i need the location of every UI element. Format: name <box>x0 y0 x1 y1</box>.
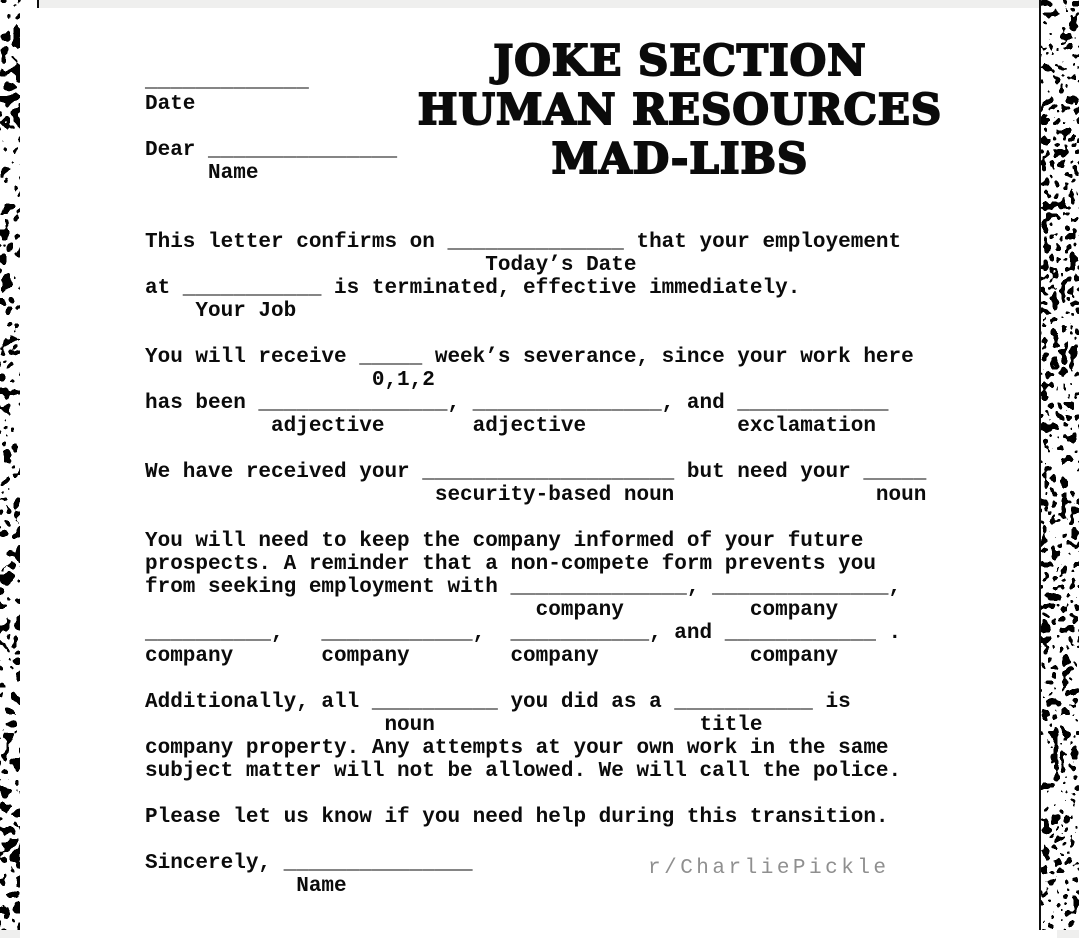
letter-line <box>145 323 926 346</box>
title-line-3: MAD-LIBS <box>551 134 809 183</box>
letter-line: security-based noun noun <box>145 484 927 507</box>
letter-line <box>145 507 926 530</box>
watermark-credit: r/CharliePickle <box>648 857 890 880</box>
letter-line: _____________ <box>145 70 309 93</box>
border-pattern-right <box>1039 0 1079 930</box>
letter-line: 0,1,2 <box>145 369 435 392</box>
letter-line: Name <box>145 875 347 898</box>
letter-line: company property. Any attempts at your own work in the same <box>145 737 889 760</box>
letter-line: Date <box>145 93 196 116</box>
letter-line: You will receive _____ week’s severance, since your work here <box>145 346 914 369</box>
letter-line <box>145 829 926 852</box>
letter-line <box>145 116 926 139</box>
letter-page <box>20 8 1057 938</box>
letter-line: at ___________ is terminated, effective immediately. <box>145 277 801 300</box>
letter-line: from seeking employment with ______________, ______________, <box>145 576 902 599</box>
letter-line: We have received your ____________________ but need your _____ <box>145 461 927 484</box>
letter-line <box>145 668 926 691</box>
letter-line: company company <box>145 599 839 622</box>
letter-line: Dear _______________ <box>145 139 398 162</box>
letter-line: has been _______________, _______________, and ____________ <box>145 392 889 415</box>
letter-line: subject matter will not be allowed. We will call the police. <box>145 760 902 783</box>
letter-line: company company company company <box>145 645 839 668</box>
letter-line: noun title <box>145 714 763 737</box>
letter-line: Sincerely, _______________ <box>145 852 473 875</box>
letter-line: This letter confirms on ______________ that your employement <box>145 231 902 254</box>
letter-line: Additionally, all __________ you did as a ___________ is <box>145 691 851 714</box>
letter-line: Your Job <box>145 300 297 323</box>
letter-line <box>145 185 926 208</box>
letter-line <box>145 208 926 231</box>
letter-line: adjective adjective exclamation <box>145 415 876 438</box>
letter-line <box>145 783 926 806</box>
title-line-2: HUMAN RESOURCES <box>417 85 943 134</box>
letter-line: Name <box>145 162 259 185</box>
title-line-1: JOKE SECTION <box>493 36 867 85</box>
letter-line <box>145 438 926 461</box>
letter-line: You will need to keep the company informed of your future <box>145 530 864 553</box>
letter-line: prospects. A reminder that a non-compete form prevents you <box>145 553 876 576</box>
letter-body <box>145 70 926 898</box>
letter-line: __________, ____________, ___________, and ____________ . <box>145 622 902 645</box>
letter-line: Today’s Date <box>145 254 637 277</box>
maze-pattern-icon <box>1041 0 1079 930</box>
letter-line: Please let us know if you need help during this transition. <box>145 806 889 829</box>
